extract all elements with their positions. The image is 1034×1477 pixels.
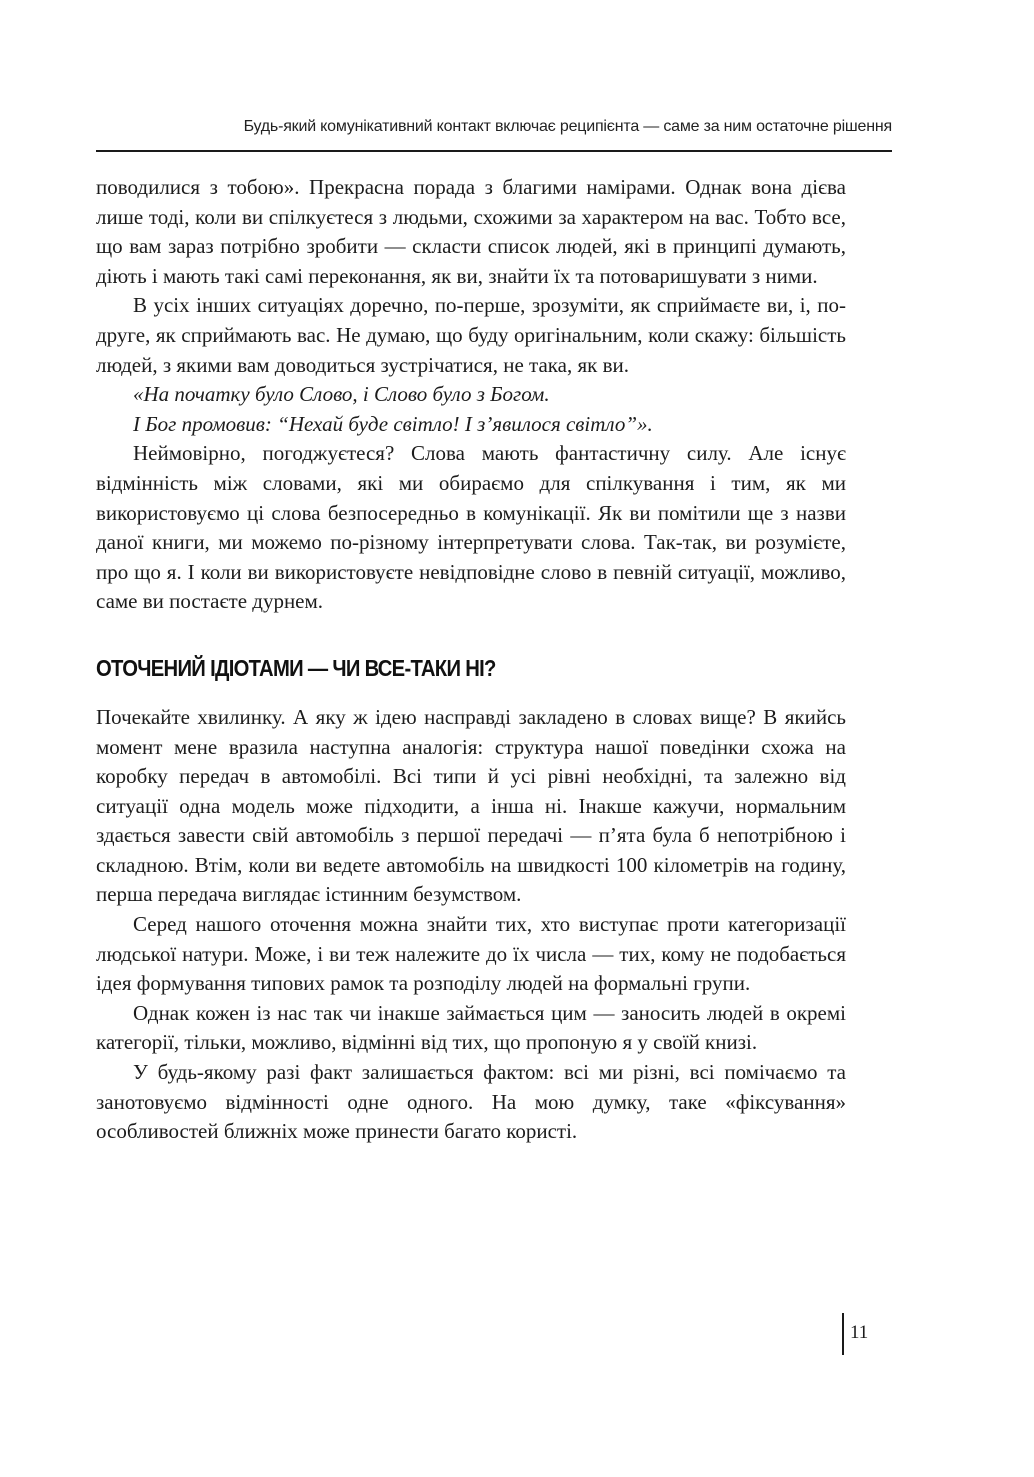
page-number-rule xyxy=(842,1313,844,1355)
quote-line: «На початку було Слово, і Слово було з Богом. xyxy=(133,382,550,407)
paragraph: Серед нашого оточення можна знайти тих, хто виступає проти категоризації людської натури. Може, і ви теж належите до їх числа — тих, кому не подобається ідея формування типових рамок та розподілу людей на формальні групи. xyxy=(96,912,846,996)
header-rule xyxy=(96,150,892,152)
section-heading: ОТОЧЕНИЙ ІДІОТАМИ — ЧИ ВСЕ-ТАКИ НІ? xyxy=(96,654,496,681)
quote-line: І Бог промовив: “Нехай буде світло! І з’явилося світло”». xyxy=(133,411,653,436)
paragraph: Почекайте хвилинку. А яку ж ідею насправді закладено в словах вище? В якийсь момент мене вразила наступна аналогія: структура нашої поведінки схожа на коробку передач в автомобілі. Всі типи й усі рівні необхідні, та залежно від ситуації одна модель може підходити, а інша ні. Інакше кажучи, нормальним здається завести свій автомобіль з першої передачі — п’ята була б непотрібною і складною. Втім, коли ви ведете автомобіль на швидкості 100 кілометрів на годину, перша передача виглядає істинним безумством. xyxy=(96,704,846,907)
paragraph: У будь-якому разі факт залишається фактом: всі ми різні, всі помічаємо та занотовуємо відмінності одне одного. На мою думку, таке «фіксування» особливостей ближніх може принести багато користі. xyxy=(96,1060,846,1144)
page-body xyxy=(96,173,846,1147)
page-number: 11 xyxy=(850,1322,869,1343)
paragraph-continued: поводилися з тобою». Прекрасна порада з благими намірами. Однак вона дієва лише тоді, коли ви спілкуєтеся з людьми, схожими за характером на вас. Тобто все, що вам зараз потрібно зробити — скласти список людей, які в принципі думають, діють і мають такі самі переконання, як ви, знайти їх та потоваришувати з ними. xyxy=(96,175,846,288)
paragraph: Неймовірно, погоджуєтеся? Слова мають фантастичну силу. Але існує відмінність між словами, які ми обираємо для спілкування і тим, як ми використовуємо ці слова безпосередньо в комунікації. Як ви помітили ще з назви даної книги, ми можемо по-різному інтерпретувати слова. Так-так, ви розумієте, про що я. І коли ви використовуєте невідповідне слово в певній ситуації, можливо, саме ви постаєте дурнем. xyxy=(96,441,846,614)
running-header: Будь-який комунікативний контакт включає реципієнта — саме за ним остаточне рішення xyxy=(243,118,892,135)
paragraph: В усіх інших ситуаціях доречно, по-перше, зрозуміти, як сприймаєте ви, і, по-друге, як сприймають вас. Не думаю, що буду оригінальним, коли скажу: більшість людей, з якими вам доводиться зустрічатися, не така, як ви. xyxy=(96,293,846,377)
paragraph: Однак кожен із нас так чи інакше займається цим — заносить людей в окремі категорії, тільки, можливо, відмінні від тих, що пропоную я у своїй книзі. xyxy=(96,1000,846,1055)
